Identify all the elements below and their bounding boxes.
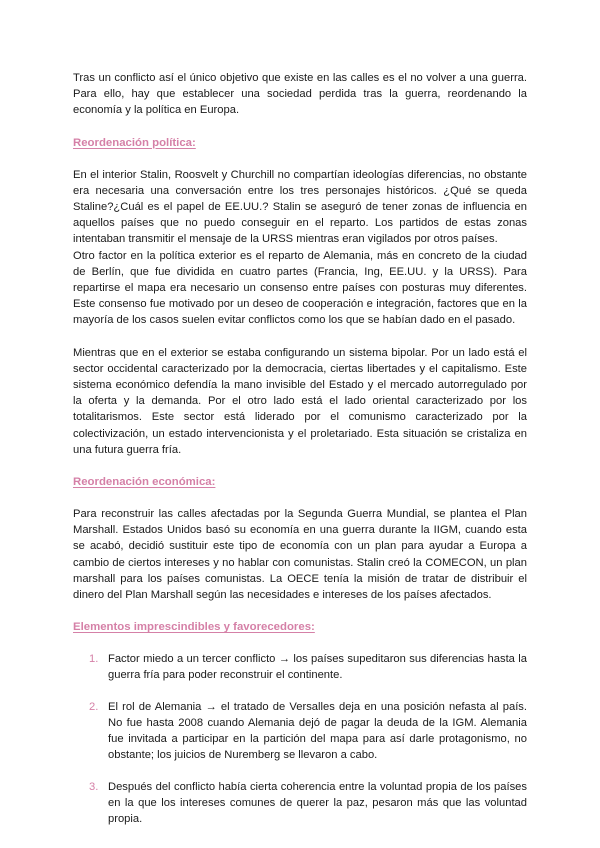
- list-number: 1.: [89, 653, 99, 666]
- intro-paragraph: Tras un conflicto así el único objetivo que existe en las calles es el no volver a una guerra. Para ello, hay que establecer una sociedad perdida tras la guerra, reordenando la economía y la política en Europa.: [73, 72, 527, 117]
- heading-elementos: Elementos imprescindibles y favorecedores:: [73, 621, 315, 634]
- elementos-list: [73, 651, 527, 827]
- list-item: [73, 699, 527, 764]
- heading-reordenacion-economica: Reordenación económica:: [73, 476, 216, 489]
- politica-paragraph-1: En el interior Stalin, Roosvelt y Churchill no compartían ideologías diferencias, no obstante era necesaria una conversación entre los tres personajes históricos. ¿Qué se queda Staline?¿Cuál es el papel de EE.UU.? Stalin se aseguró de tener zonas de influencia en aquellos países que no puedo conseguir en el reparto. Los partidos de estas zonas intentaban transmitir el mensaje de la URSS mientras eran vigilados por otros países.: [73, 168, 527, 246]
- politica-paragraph-3: Mientras que en el exterior se estaba configurando un sistema bipolar. Por un lado está el sector occidental caracterizado por la democracia, ciertas libertades y el capitalismo. Este sistema económico defendía la mano invisible del Estado y el mercado autorregulado por la oferta y la demanda. Por el otro lado está el lado oriental caracterizado por los totalitarismos. Este sector está liderado por el comunismo caracterizado por la colectivización, un estado intervencionista y el proletariado. Esta situación se cristaliza en una futura guerra fría.: [73, 346, 527, 456]
- list-item-text: El rol de Alemania → el tratado de Versalles deja en una posición nefasta al país. No fue hasta 2008 cuando Alemania dejó de pagar la deuda de la IGM. Alemania fue invitada a participar en la partición del mapa para así darle protagonismo, no obstante; los juicios de Nuremberg se llevaron a cabo.: [108, 700, 527, 762]
- list-item: [73, 779, 527, 828]
- list-number: 3.: [89, 780, 99, 793]
- list-item: [73, 651, 527, 683]
- list-item-text: Factor miedo a un tercer conflicto → los países supeditaron sus diferencias hasta la guerra fría para poder reconstruir el continente.: [108, 653, 527, 682]
- list-item-text: Después del conflicto había cierta coherencia entre la voluntad propia de los países en la que los intereses comunes de querer la paz, pesaron más que las voluntad propia.: [108, 780, 527, 825]
- list-number: 2.: [89, 700, 99, 713]
- heading-reordenacion-politica: Reordenación política:: [73, 136, 196, 149]
- economica-paragraph: Para reconstruir las calles afectadas por la Segunda Guerra Mundial, se plantea el Plan Marshall. Estados Unidos basó su economía en una guerra durante la IIGM, cuando esta se acabó, decidió sustituir este tipo de economía con un plan para ayudar a Europa a cambio de ciertos intereses y no hablar con comunistas. Stalin creó la COMECON, un plan marshall para los países comunistas. La OECE tenía la misión de tratar de distribuir el dinero del Plan Marshall según las necesidades e intereses de los países afectados.: [73, 508, 527, 602]
- politica-paragraph-2: Otro factor en la política exterior es el reparto de Alemania, más en concreto de la ciudad de Berlín, que fue dividida en cuatro partes (Francia, Ing, EE.UU. y la URSS). Para repartirse el mapa era necesario un consenso entre países con posturas muy diferentes. Este consenso fue motivado por un deseo de cooperación e integración, factores que en la mayoría de los casos suelen evitar conflictos como los que se habían dado en el pasado.: [73, 249, 527, 327]
